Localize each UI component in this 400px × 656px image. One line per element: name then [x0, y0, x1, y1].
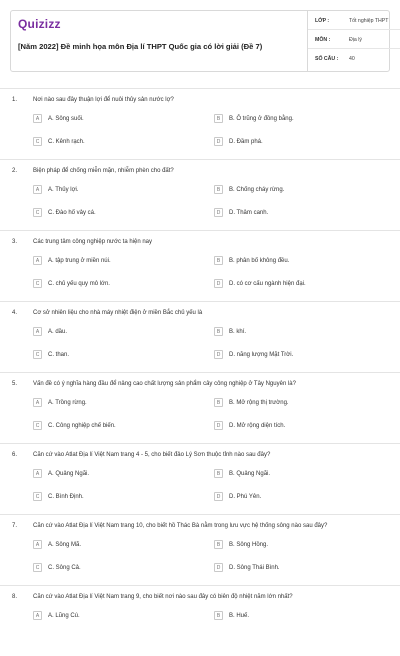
question — [0, 88, 400, 159]
option-d[interactable] — [214, 420, 285, 431]
option-text: C. than. — [48, 351, 70, 358]
option-letter-box: B — [214, 540, 223, 549]
option-text: B. Mở rộng thị trường. — [229, 399, 289, 406]
question-text: Biện pháp để chống miễn mặn, nhiễm phèn cho đất? — [33, 168, 174, 174]
option-text: C. Sông Cả. — [48, 564, 81, 571]
option-b[interactable] — [214, 610, 249, 621]
option-letter-box: C — [33, 279, 42, 288]
option-d[interactable] — [214, 349, 293, 360]
option-letter-box: A — [33, 185, 42, 194]
question-number: 7. — [12, 523, 18, 529]
option-a[interactable] — [33, 326, 67, 337]
option-text: A. Quảng Ngãi. — [48, 470, 90, 477]
option-b[interactable] — [214, 468, 270, 479]
option-text: A. tập trung ở miền núi. — [48, 257, 111, 264]
meta-label: LỚP : — [315, 18, 330, 24]
option-b[interactable] — [214, 397, 289, 408]
option-c[interactable] — [33, 562, 81, 573]
option-text: B. Huế. — [229, 612, 250, 619]
option-text: A. Trồng rừng. — [48, 399, 87, 406]
option-letter-box: D — [214, 563, 223, 572]
option-b[interactable] — [214, 113, 294, 124]
option-b[interactable] — [214, 326, 246, 337]
option-text: A. Sông suối. — [48, 115, 84, 122]
option-text: B. Sông Hồng. — [229, 541, 269, 548]
option-c[interactable] — [33, 278, 110, 289]
option-text: D. Mở rộng diện tích. — [229, 422, 286, 429]
option-text: D. Phú Yên. — [229, 493, 262, 500]
option-letter-box: D — [214, 208, 223, 217]
question — [0, 230, 400, 301]
option-c[interactable] — [33, 420, 116, 431]
question-text: Căn cứ vào Atlat Địa lí Việt Nam trang 4 - 5, cho biết đảo Lý Sơn thuộc tỉnh nào sau đây? — [33, 452, 271, 458]
question-text: Nơi nào sau đây thuận lợi để nuôi thủy sản nước lợ? — [33, 97, 174, 103]
option-letter-box: B — [214, 114, 223, 123]
option-text: C. Kênh rạch. — [48, 138, 85, 145]
option-text: C. Công nghiệp chế biến. — [48, 422, 116, 429]
meta-value: 40 — [349, 56, 355, 62]
question — [0, 159, 400, 230]
worksheet-header — [10, 10, 390, 72]
question-number: 6. — [12, 452, 18, 458]
question-number: 2. — [12, 168, 18, 174]
option-text: D. Sông Thái Bình. — [229, 564, 280, 571]
option-a[interactable] — [33, 397, 87, 408]
option-d[interactable] — [214, 491, 261, 502]
option-d[interactable] — [214, 207, 268, 218]
option-text: B. Quảng Ngãi. — [229, 470, 271, 477]
option-text: B. khí. — [229, 328, 247, 335]
option-d[interactable] — [214, 562, 280, 573]
option-letter-box: D — [214, 137, 223, 146]
option-text: B. phân bố không đều. — [229, 257, 290, 264]
meta-row-count — [308, 51, 400, 67]
option-c[interactable] — [33, 207, 96, 218]
question-text: Căn cứ vào Atlat Địa lí Việt Nam trang 10, cho biết hồ Thác Bà nằm trong lưu vực hệ thống sông nào sau đây? — [33, 523, 328, 529]
option-letter-box: D — [214, 421, 223, 430]
option-text: D. có cơ cấu ngành hiện đại. — [229, 280, 306, 287]
option-letter-box: A — [33, 256, 42, 265]
option-c[interactable] — [33, 349, 69, 360]
question-text: Căn cứ vào Atlat Địa lí Việt Nam trang 9, cho biết nơi nào sau đây có biên độ nhiệt năm lớn nhất? — [33, 594, 293, 600]
option-letter-box: A — [33, 611, 42, 620]
option-letter-box: D — [214, 279, 223, 288]
worksheet-title: [Năm 2022] Đề minh họa môn Địa lí THPT Quốc gia có lời giải (Đề 7) — [18, 42, 263, 51]
option-letter-box: C — [33, 350, 42, 359]
question-number: 4. — [12, 310, 18, 316]
option-letter-box: A — [33, 114, 42, 123]
meta-value: Tốt nghiệp THPT — [349, 18, 389, 24]
question — [0, 443, 400, 514]
question — [0, 301, 400, 372]
option-letter-box: D — [214, 492, 223, 501]
option-text: A. Lũng Cú. — [48, 612, 80, 619]
option-text: D. Đầm phá. — [229, 138, 263, 145]
option-a[interactable] — [33, 468, 89, 479]
question-number: 3. — [12, 239, 18, 245]
option-text: B. Chống cháy rừng. — [229, 186, 285, 193]
option-letter-box: C — [33, 492, 42, 501]
meta-row-subject — [308, 32, 400, 49]
option-text: C. chủ yếu quy mô lớn. — [48, 280, 110, 287]
option-a[interactable] — [33, 539, 81, 550]
option-letter-box: C — [33, 137, 42, 146]
option-a[interactable] — [33, 184, 79, 195]
question-text: Cơ sở nhiên liệu cho nhà máy nhiệt điện ở miền Bắc chủ yếu là — [33, 310, 203, 316]
option-a[interactable] — [33, 255, 111, 266]
option-c[interactable] — [33, 136, 85, 147]
option-d[interactable] — [214, 278, 306, 289]
question-text: Vấn đề có ý nghĩa hàng đầu để nâng cao chất lượng sản phẩm cây công nghiệp ở Tây Nguyên là? — [33, 381, 296, 387]
question — [0, 372, 400, 443]
option-b[interactable] — [214, 539, 268, 550]
question — [0, 585, 400, 656]
meta-row-class — [308, 13, 400, 30]
question — [0, 514, 400, 585]
option-text: C. Bình Định. — [48, 493, 84, 500]
question-text: Các trung tâm công nghiệp nước ta hiện nay — [33, 239, 153, 245]
option-letter-box: B — [214, 611, 223, 620]
option-text: B. Ô trũng ở đồng bằng. — [229, 115, 294, 122]
option-text: A. Thủy lợi. — [48, 186, 79, 193]
question-list — [0, 88, 400, 656]
option-letter-box: D — [214, 350, 223, 359]
meta-value: Địa lý — [349, 37, 362, 43]
option-letter-box: B — [214, 398, 223, 407]
question-number: 1. — [12, 97, 18, 103]
option-letter-box: B — [214, 327, 223, 336]
option-c[interactable] — [33, 491, 84, 502]
option-letter-box: A — [33, 540, 42, 549]
option-letter-box: A — [33, 469, 42, 478]
option-letter-box: C — [33, 421, 42, 430]
option-b[interactable] — [214, 184, 284, 195]
option-letter-box: B — [214, 469, 223, 478]
option-text: D. Thâm canh. — [229, 209, 269, 216]
option-letter-box: A — [33, 398, 42, 407]
option-text: A. dầu. — [48, 328, 68, 335]
option-text: A. Sông Mã. — [48, 541, 82, 548]
question-number: 5. — [12, 381, 18, 387]
option-d[interactable] — [214, 136, 263, 147]
option-letter-box: C — [33, 208, 42, 217]
option-text: D. năng lượng Mặt Trời. — [229, 351, 294, 358]
option-b[interactable] — [214, 255, 289, 266]
option-a[interactable] — [33, 610, 80, 621]
option-text: C. Đào hố vảy cá. — [48, 209, 96, 216]
option-letter-box: A — [33, 327, 42, 336]
meta-panel — [307, 11, 400, 71]
meta-label: SỐ CÂU : — [315, 56, 339, 62]
meta-label: MÔN : — [315, 37, 331, 43]
option-letter-box: C — [33, 563, 42, 572]
option-a[interactable] — [33, 113, 84, 124]
option-letter-box: B — [214, 185, 223, 194]
option-letter-box: B — [214, 256, 223, 265]
quizizz-logo: Quizizz — [18, 17, 61, 31]
question-number: 8. — [12, 594, 18, 600]
